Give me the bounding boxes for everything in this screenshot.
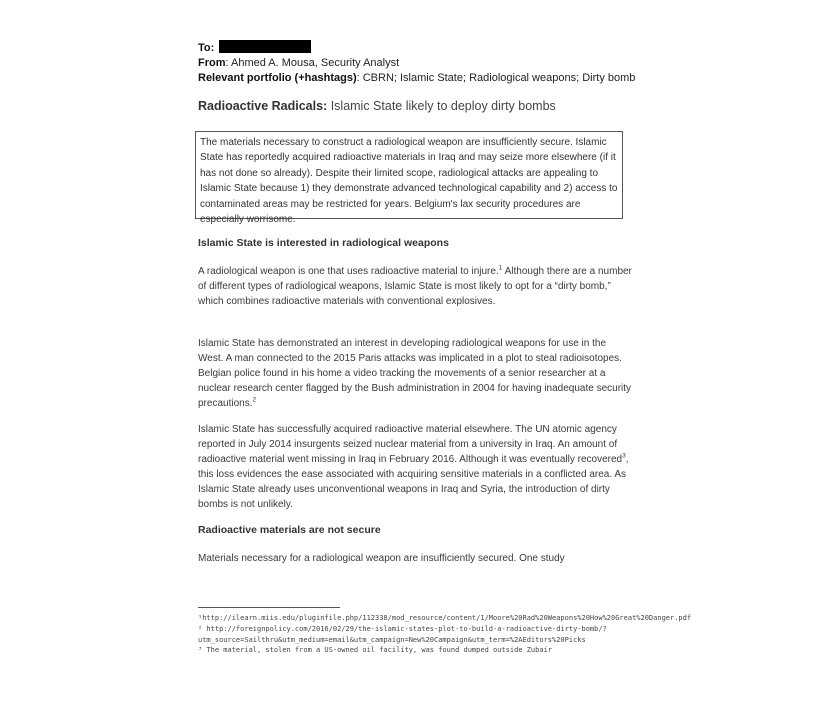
paragraph-text: A radiological weapon is one that uses radioactive material to injure. <box>198 266 499 277</box>
paragraph-text: Islamic State has demonstrated an interest in developing radiological weapons for use in the West. A man connected to the 2015 Paris attacks was implicated in a plot to steal radioisotopes. Belgian police found in his home a video tracking the movements of a senior researcher at a nuclear research center flagged by the Bush administration in 2004 for having inadequate security precautions. <box>198 338 632 409</box>
footnote-3: ³ The material, stolen from a US-owned oil facility, was found dumped outside Zubair <box>198 646 553 655</box>
memo-to-line <box>198 40 635 56</box>
footnote-divider <box>198 607 340 608</box>
paragraph-acquired-material <box>198 422 632 512</box>
portfolio-value: : CBRN; Islamic State; Radiological weapons; Dirty bomb <box>356 72 636 84</box>
footnote-2: ² http://foreignpolicy.com/2016/02/29/the-islamic-states-plot-to-build-a-radioactive-dirty-bomb/?utm_source=Sailthru&utm_medium=email&utm_campaign=New%20Campaign&utm_term=%2AEditors%20Picks <box>198 624 607 644</box>
summary-box: The materials necessary to construct a radiological weapon are insufficiently secure. Islamic State has reportedly acquired radioactive materials in Iraq and may seize more elsewhere (if it has not done so already). Despite their limited scope, radiological attacks are appealing to Islamic State because 1) they demonstrate advanced technological capability and 2) access to contaminated areas may be restricted for years. Belgium's lax security procedures are especially worrisome. <box>195 131 623 219</box>
title-strong: Radioactive Radicals: <box>198 99 328 113</box>
footnote-ref: 3 <box>622 452 626 460</box>
footnotes <box>198 613 692 656</box>
paragraph-interest-west <box>198 336 632 411</box>
title-rest: Islamic State likely to deploy dirty bombs <box>327 99 556 113</box>
section-heading-radiological-interest: Islamic State is interested in radiological weapons <box>198 237 449 249</box>
footnote-ref: 1 <box>498 264 503 272</box>
memo-from-line <box>198 56 635 71</box>
paragraph-text: Islamic State has successfully acquired radioactive material elsewhere. The UN atomic agency reported in July 2014 insurgents seized nuclear material from a university in Iraq. An amount of radioactive material went missing in Iraq in February 2016. Although it was eventually recovered <box>198 424 623 465</box>
memo-header <box>198 40 635 86</box>
from-value: : Ahmed A. Mousa, Security Analyst <box>225 57 400 69</box>
paragraph-text: , this loss evidences the ease associated with acquiring sensitive materials in a conflicted area. As Islamic State already uses unconventional weapons in Iraq and Syria, the introduction of dirty bombs is not unlikely. <box>198 454 629 510</box>
paragraph-insufficiently-secured: Materials necessary for a radiological weapon are insufficiently secured. One study <box>198 553 565 564</box>
portfolio-label: Relevant portfolio (+hashtags) <box>198 72 357 84</box>
from-label: From <box>198 57 226 69</box>
paragraph-definition <box>198 264 632 309</box>
memo-portfolio-line <box>198 71 635 86</box>
section-heading-not-secure: Radioactive materials are not secure <box>198 524 381 536</box>
document-title <box>198 99 556 113</box>
paragraph-text: Although there are a number of different types of radiological weapons, Islamic State is most likely to opt for a “dirty bomb,” which combines radioactive materials with conventional explosives. <box>198 266 632 307</box>
to-label: To: <box>198 42 215 54</box>
footnote-ref: 2 <box>252 396 257 404</box>
redaction-bar <box>219 40 311 53</box>
footnote-1: ¹http://ilearn.miis.edu/pluginfile.php/112338/mod_resource/content/1/Moore%20Rad%20Weapons%20How%20Great%20Danger.pdf <box>198 614 692 622</box>
